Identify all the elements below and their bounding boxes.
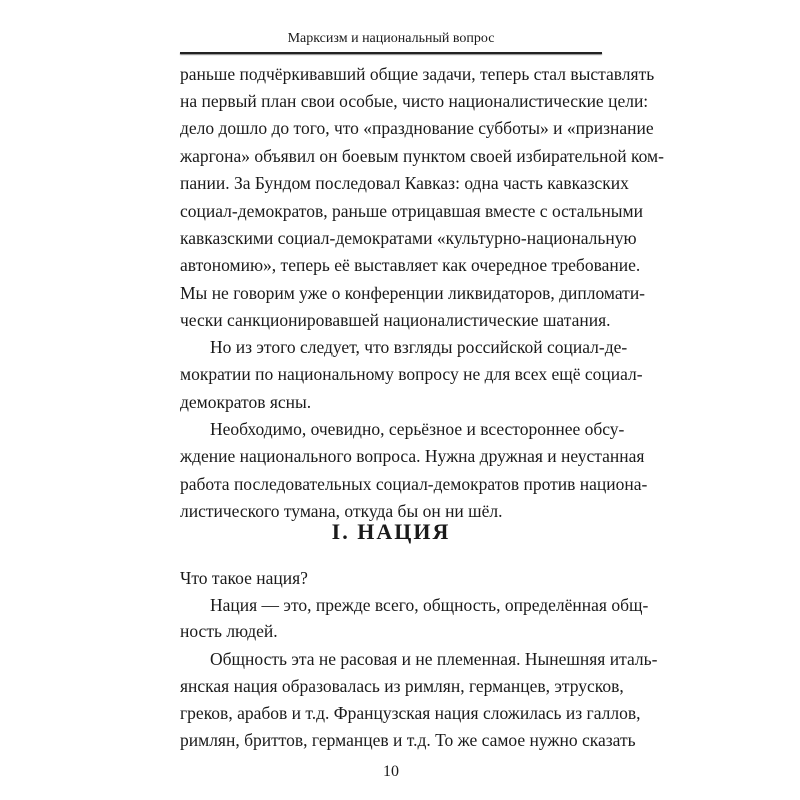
text-line: Необходимо, очевидно, серьёзное и всестороннее обсу- <box>210 419 625 439</box>
text-line: Но из этого следует, что взгляды российской социал-де- <box>210 337 628 357</box>
running-head: Марксизм и национальный вопрос <box>287 31 495 46</box>
text-line: жаргона» объявил он боевым пунктом своей избирательной ком- <box>180 146 664 166</box>
text-line: демократов ясны. <box>180 392 312 412</box>
text-line: мократии по национальному вопросу не для всех ещё социал- <box>180 364 643 384</box>
text-line: Что такое нация? <box>180 568 308 588</box>
text-line: ность людей. <box>180 621 278 641</box>
text-line: социал-демократов, раньше отрицавшая вместе с остальными <box>180 201 643 221</box>
text-line: кавказскими социал-демократами «культурно-национальную <box>180 228 637 248</box>
text-line: янская нация образовалась из римлян, германцев, этрусков, <box>180 676 624 696</box>
text-line: ждение национального вопроса. Нужна дружная и неустанная <box>180 446 645 466</box>
text-line: Нация — это, прежде всего, общность, определённая общ- <box>210 595 649 615</box>
text-line: раньше подчёркивавший общие задачи, теперь стал выставлять <box>180 64 655 84</box>
text-line: листического тумана, откуда бы он ни шёл. <box>180 501 503 521</box>
header-rule <box>180 52 602 54</box>
text-line: Общность эта не расовая и не племенная. Нынешняя италь- <box>210 649 658 669</box>
chapter-heading: I. НАЦИЯ <box>331 519 451 544</box>
text-line: греков, арабов и т.д. Французская нация сложилась из галлов, <box>180 703 641 723</box>
page-number: 10 <box>383 763 399 780</box>
text-line: на первый план свои особые, чисто националистические цели: <box>180 91 649 111</box>
text-line: чески санкционировавшей националистические шатания. <box>180 310 611 330</box>
text-line: римлян, бриттов, германцев и т.д. То же самое нужно сказать <box>180 730 636 750</box>
text-line: работа последовательных социал-демократов против национа- <box>180 474 648 494</box>
text-line: автономию», теперь её выставляет как очередное требование. <box>180 255 641 275</box>
text-line: дело дошло до того, что «празднование субботы» и «признание <box>180 118 654 138</box>
text-line: Мы не говорим уже о конференции ликвидаторов, дипломати- <box>180 283 646 303</box>
text-line: пании. За Бундом последовал Кавказ: одна часть кавказских <box>180 173 629 193</box>
